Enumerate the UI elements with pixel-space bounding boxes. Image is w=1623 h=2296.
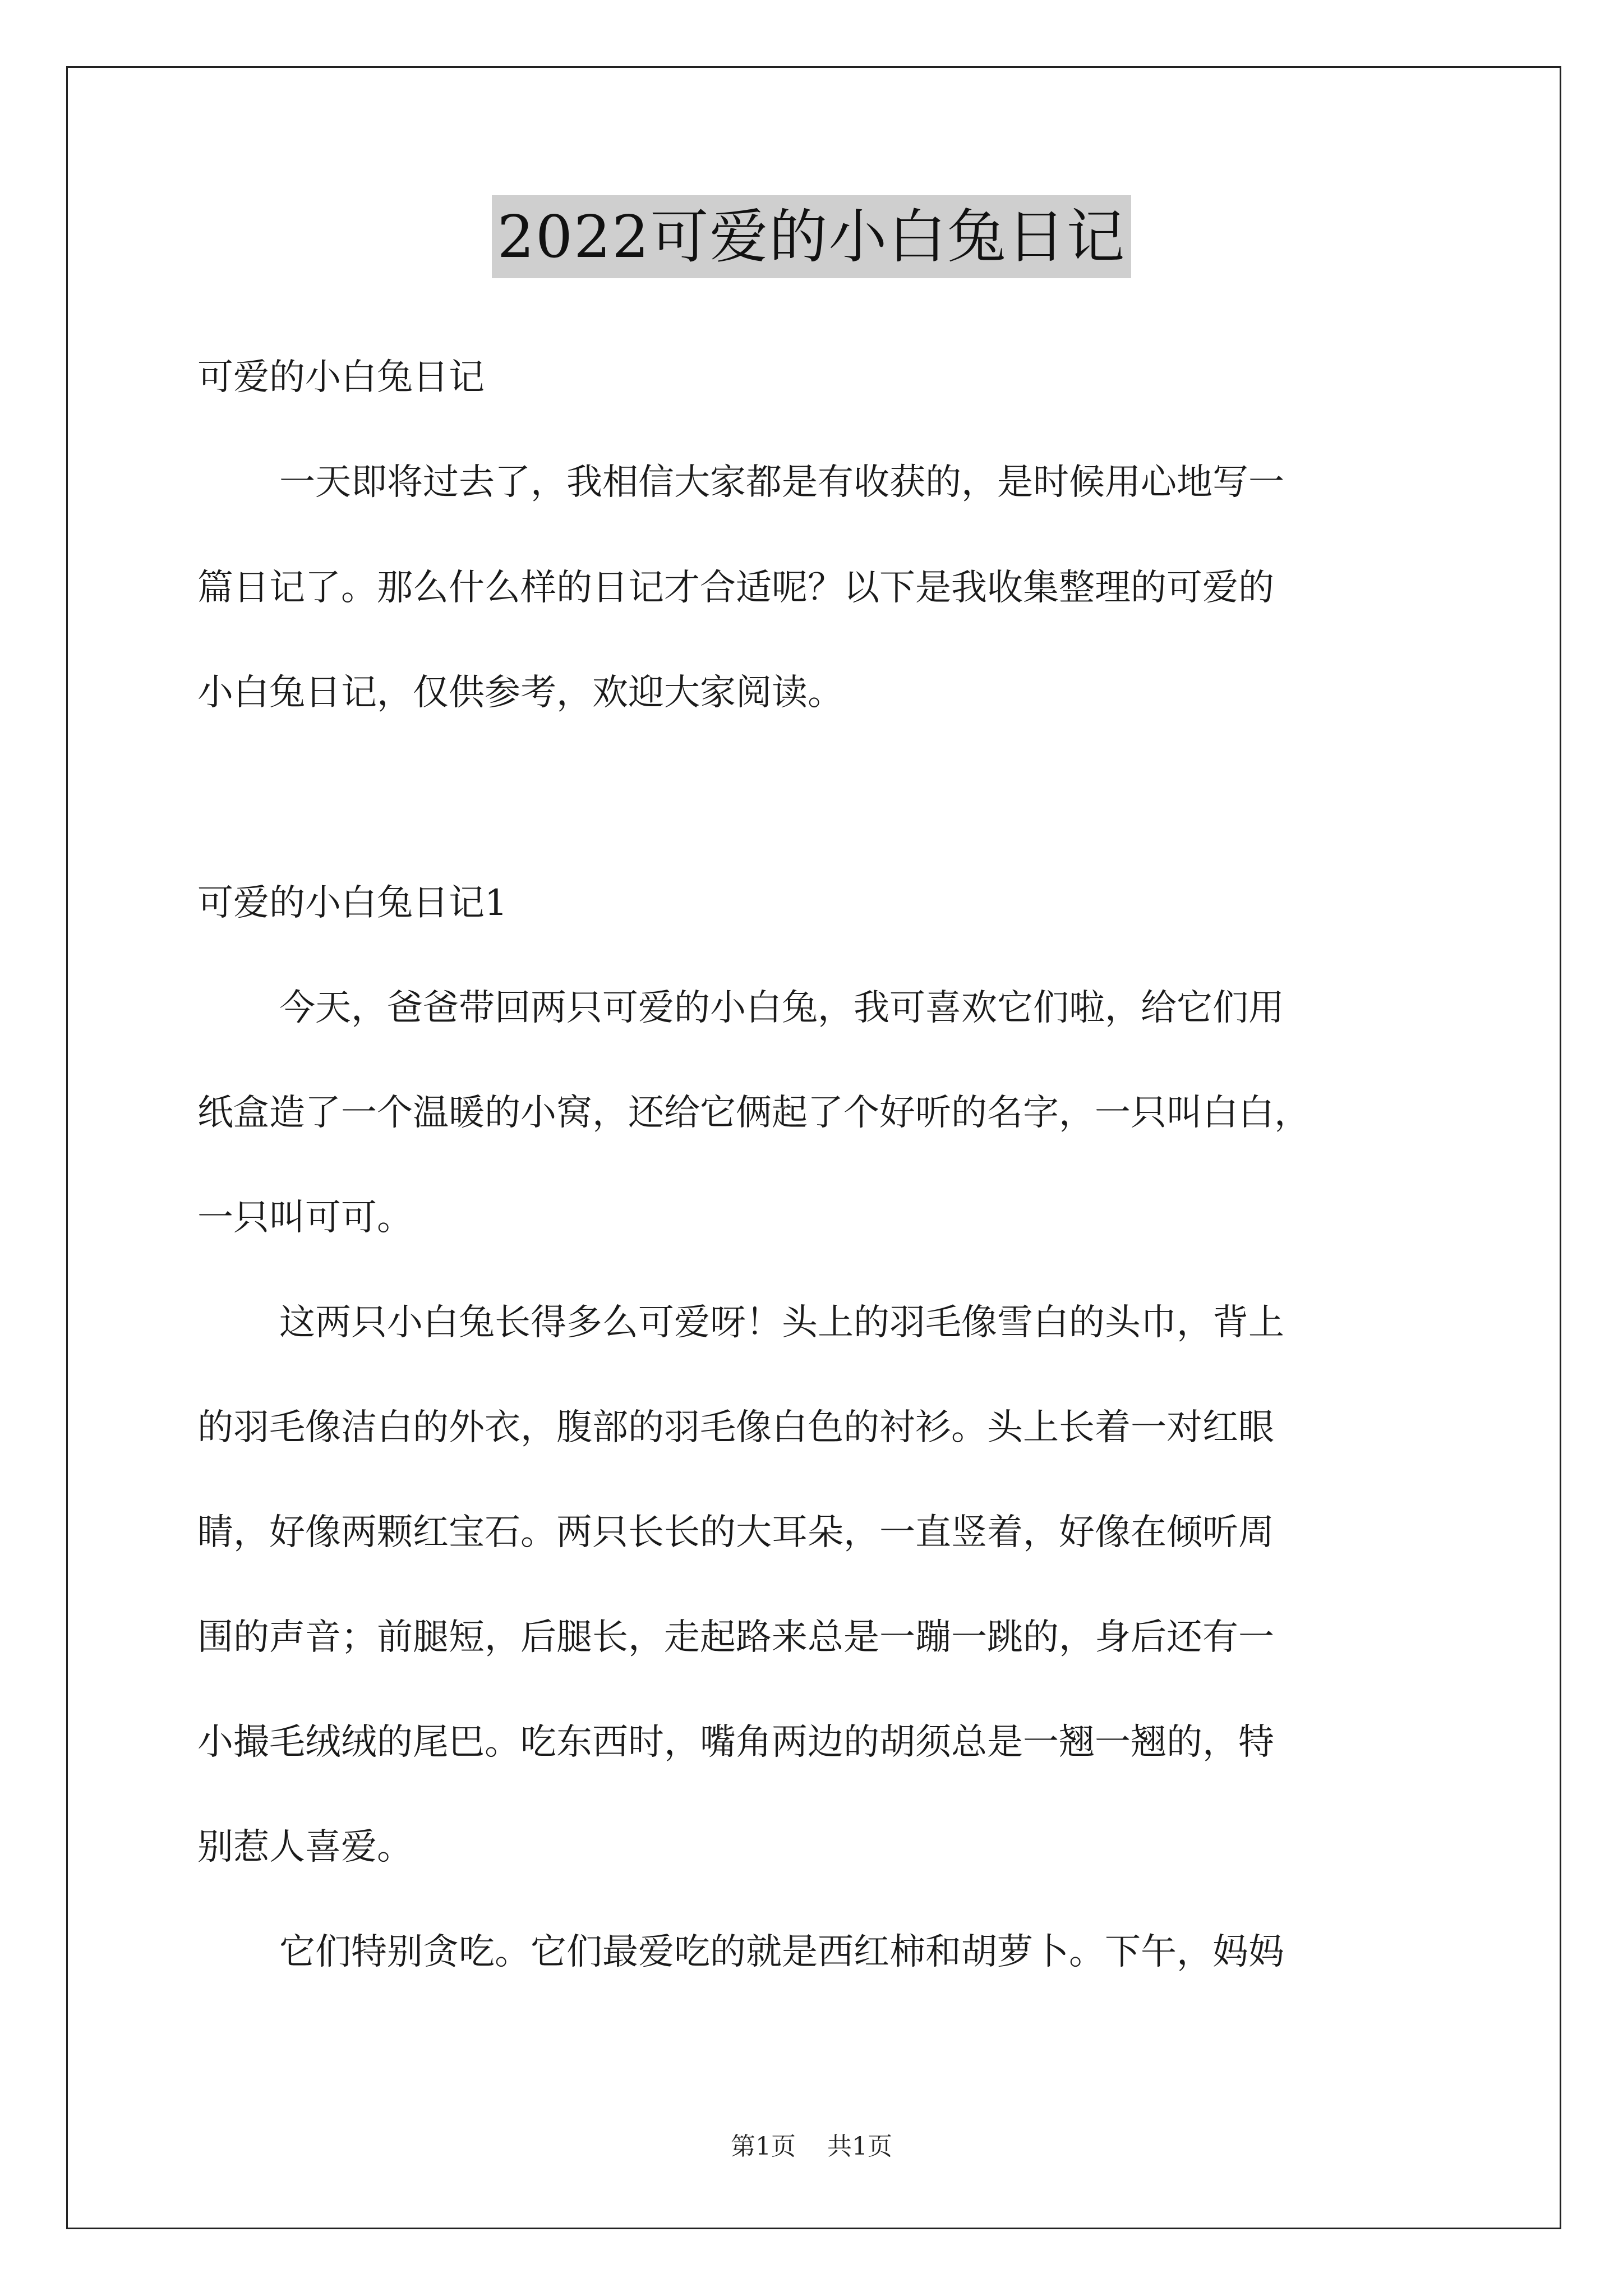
document-title: 2022可爱的小白兔日记 <box>492 195 1132 278</box>
paragraph-line: 纸盒造了一个温暖的小窝，还给它俩起了个好听的名字，一只叫白白， <box>197 1092 1310 1134</box>
paragraph-line: 围的声音；前腿短，后腿长，走起路来总是一蹦一跳的，身后还有一 <box>197 1617 1274 1658</box>
intro-line: 小白兔日记，仅供参考，欢迎大家阅读。 <box>197 672 843 714</box>
section-heading: 可爱的小白兔日记1 <box>197 882 508 924</box>
page-number: 第1页 <box>731 2132 796 2161</box>
intro-line: 一天即将过去了，我相信大家都是有收获的，是时候用心地写一 <box>279 462 1284 503</box>
title-container <box>0 195 1623 278</box>
intro-line: 篇日记了。那么什么样的日记才合适呢？以下是我收集整理的可爱的 <box>197 567 1274 609</box>
paragraph-line: 这两只小白兔长得多么可爱呀！头上的羽毛像雪白的头巾，背上 <box>279 1302 1284 1343</box>
paragraph-line: 今天，爸爸带回两只可爱的小白兔，我可喜欢它们啦，给它们用 <box>279 987 1284 1029</box>
paragraph-line: 的羽毛像洁白的外衣，腹部的羽毛像白色的衬衫。头上长着一对红眼 <box>197 1407 1274 1448</box>
page-footer <box>0 2126 1623 2162</box>
paragraph-line: 别惹人喜爱。 <box>197 1826 413 1868</box>
paragraph-line: 睛，好像两颗红宝石。两只长长的大耳朵，一直竖着，好像在倾听周 <box>197 1512 1274 1553</box>
paragraph-line: 一只叫可可。 <box>197 1197 413 1239</box>
paragraph-line: 它们特别贪吃。它们最爱吃的就是西红柿和胡萝卜。下午，妈妈 <box>279 1931 1284 1973</box>
page-total: 共1页 <box>827 2132 892 2161</box>
document-heading: 可爱的小白兔日记 <box>197 357 485 398</box>
paragraph-line: 小撮毛绒绒的尾巴。吃东西时，嘴角两边的胡须总是一翘一翘的，特 <box>197 1722 1274 1763</box>
